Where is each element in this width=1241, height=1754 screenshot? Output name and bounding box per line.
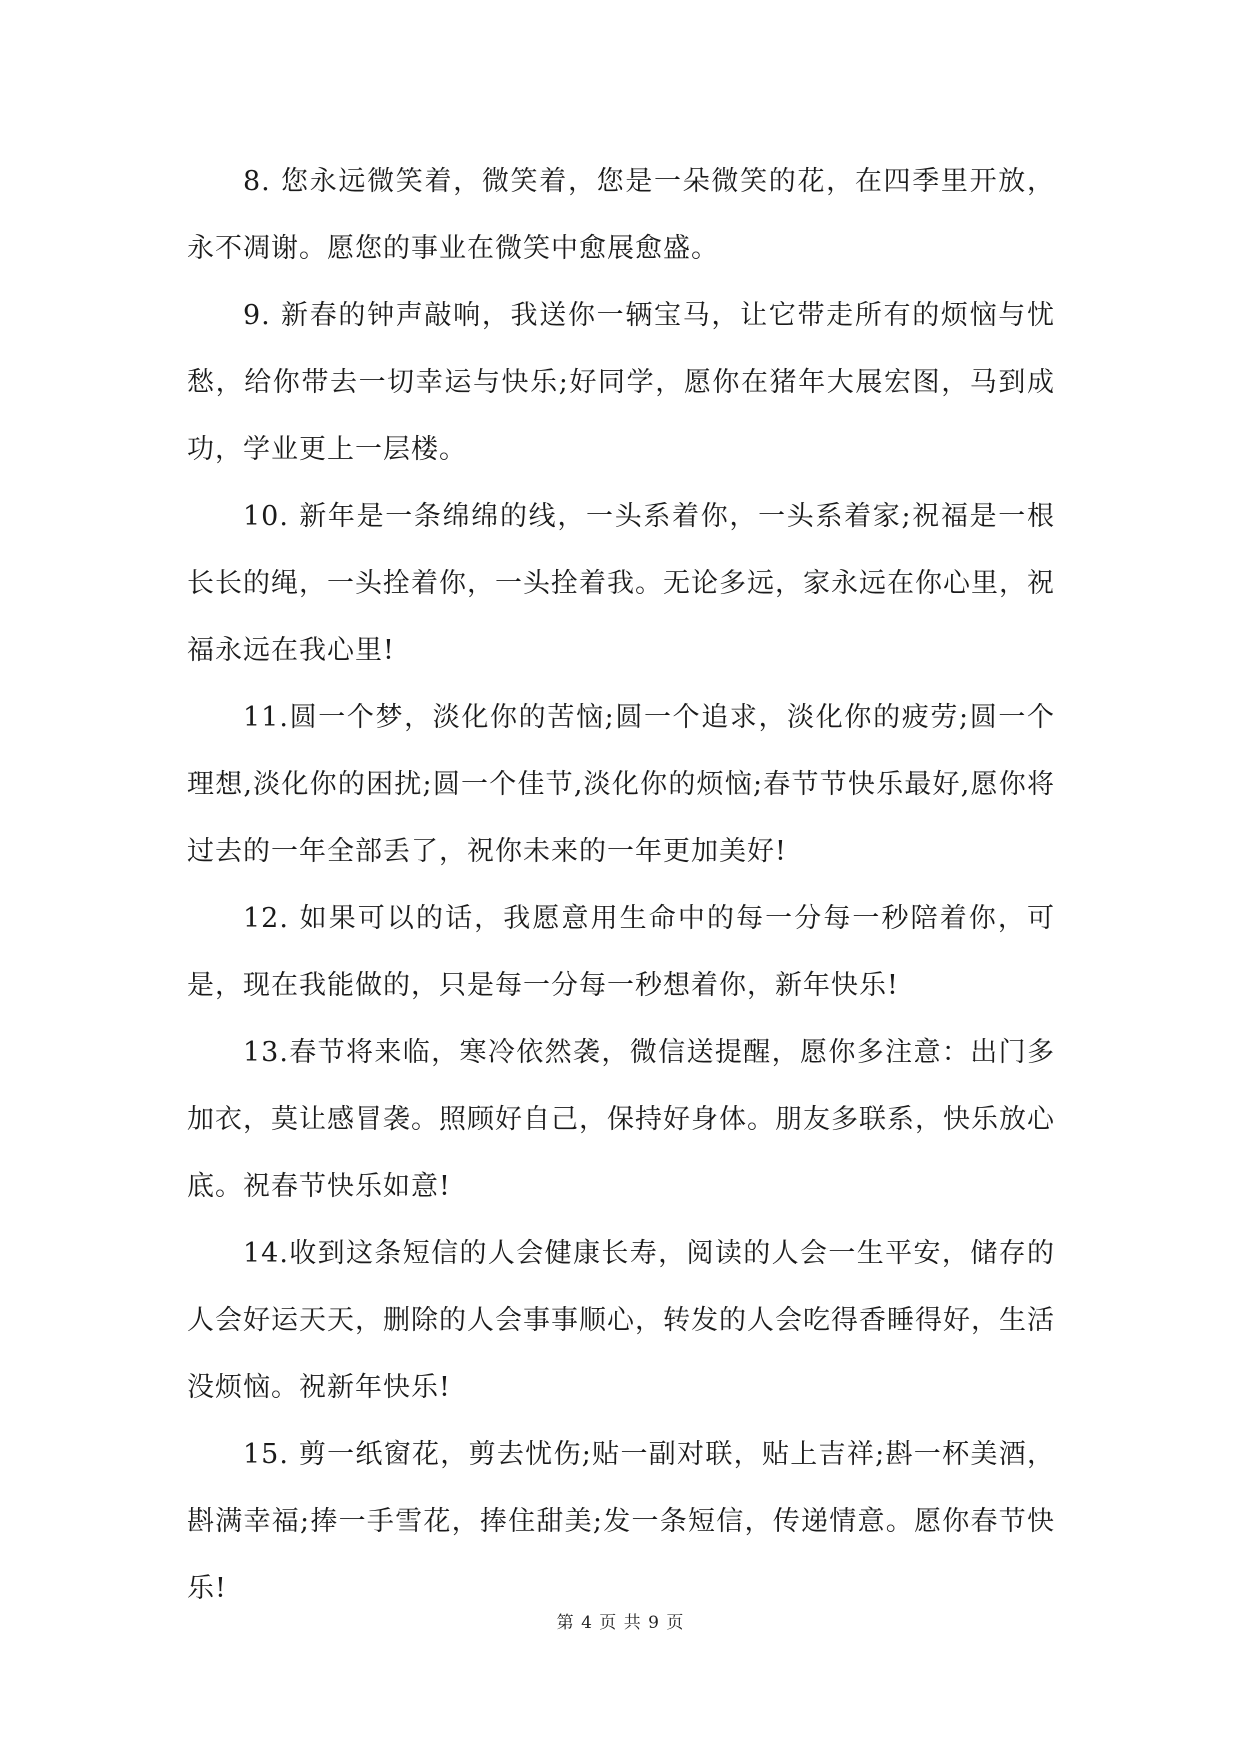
paragraph-13: 13.春节将来临，寒冷依然袭，微信送提醒，愿你多注意：出门多加衣，莫让感冒袭。照顾好自己，保持好身体。朋友多联系，快乐放心底。祝春节快乐如意! bbox=[187, 1037, 1055, 1202]
paragraph-12: 12. 如果可以的话，我愿意用生命中的每一分每一秒陪着你，可是，现在我能做的，只是每一分每一秒想着你，新年快乐! bbox=[187, 903, 1055, 1001]
paragraph-14: 14.收到这条短信的人会健康长寿，阅读的人会一生平安，储存的人会好运天天，删除的人会事事顺心，转发的人会吃得香睡得好，生活没烦恼。祝新年快乐! bbox=[187, 1238, 1055, 1403]
paragraph-8: 8. 您永远微笑着，微笑着，您是一朵微笑的花，在四季里开放，永不凋谢。愿您的事业在微笑中愈展愈盛。 bbox=[187, 166, 1055, 264]
paragraph-15: 15. 剪一纸窗花，剪去忧伤;贴一副对联，贴上吉祥;斟一杯美酒，斟满幸福;捧一手雪花，捧住甜美;发一条短信，传递情意。愿你春节快乐! bbox=[187, 1439, 1055, 1604]
paragraph-10: 10. 新年是一条绵绵的线，一头系着你，一头系着家;祝福是一根长长的绳，一头拴着你，一头拴着我。无论多远，家永远在你心里，祝福永远在我心里! bbox=[187, 501, 1055, 666]
page-number: 第 4 页 共 9 页 bbox=[556, 1613, 685, 1633]
paragraph-11: 11.圆一个梦，淡化你的苦恼;圆一个追求，淡化你的疲劳;圆一个理想,淡化你的困扰;圆一个佳节,淡化你的烦恼;春节节快乐最好,愿你将过去的一年全部丢了，祝你未来的一年更加美好! bbox=[187, 702, 1055, 867]
paragraph-9: 9. 新春的钟声敲响，我送你一辆宝马，让它带走所有的烦恼与忧愁，给你带去一切幸运与快乐;好同学，愿你在猪年大展宏图，马到成功，学业更上一层楼。 bbox=[187, 300, 1055, 465]
document-body bbox=[187, 148, 1055, 1622]
